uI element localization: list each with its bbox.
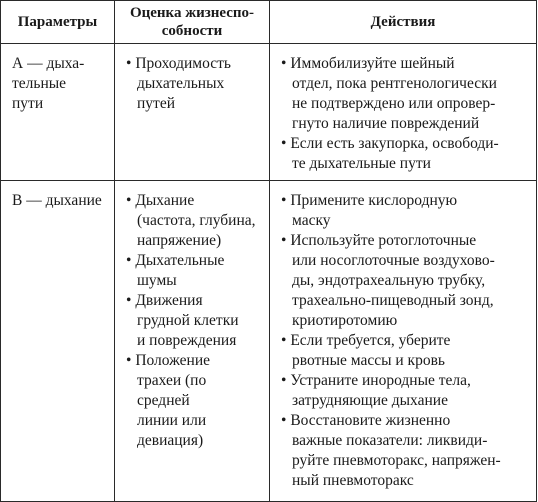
parameter-airway-text: А — дыха- тельные пути bbox=[12, 55, 85, 112]
list-item: • Используйте ротоглоточные или носоглоточные воздухово- ды, эндотрахеальную трубку, трахеально-пищеводный зонд, криотиротомию bbox=[281, 231, 528, 331]
cell-actions-breathing bbox=[270, 181, 537, 502]
table-body bbox=[1, 44, 537, 502]
list-item: • Восстановите жизненно важные показатели: ликвиди- руйте пневмоторакс, напряжен- ный пневмоторакс bbox=[281, 411, 528, 491]
header-assessment-label: Оценка жизнеспо- собности bbox=[129, 5, 255, 39]
assessment-airway-list bbox=[126, 54, 261, 114]
header-parameters-label: Параметры bbox=[17, 14, 98, 30]
parameter-breathing-text: В — дыхание bbox=[12, 192, 102, 209]
list-item: • Проходимость дыхательных путей bbox=[126, 54, 261, 114]
list-item: • Если требуется, уберите рвотные массы и кровь bbox=[281, 331, 528, 371]
header-parameters bbox=[1, 1, 115, 44]
header-assessment bbox=[115, 1, 270, 44]
cell-parameter-airway bbox=[1, 44, 115, 181]
cell-parameter-breathing bbox=[1, 181, 115, 502]
table-row-airway bbox=[1, 44, 537, 181]
table-header bbox=[1, 1, 537, 44]
list-item: • Положение трахеи (по средней линии или девиация) bbox=[126, 351, 261, 451]
table-row-breathing bbox=[1, 181, 537, 502]
list-item: • Иммобилизуйте шейный отдел, пока рентгенологически не подтверждено или опровер- гнуто наличие повреждений bbox=[281, 54, 528, 134]
cell-assessment-breathing bbox=[115, 181, 270, 502]
actions-airway-list bbox=[281, 54, 528, 174]
cell-actions-airway bbox=[270, 44, 537, 181]
list-item: • Дыхательные шумы bbox=[126, 251, 261, 291]
list-item: • Движения грудной клетки и повреждения bbox=[126, 291, 261, 351]
list-item: • Устраните инородные тела, затрудняющие дыхание bbox=[281, 371, 528, 411]
list-item: • Примените кислородную маску bbox=[281, 191, 528, 231]
actions-breathing-list bbox=[281, 191, 528, 491]
header-actions bbox=[270, 1, 537, 44]
assessment-breathing-list bbox=[126, 191, 261, 451]
list-item: • Если есть закупорка, освободи- те дыхательные пути bbox=[281, 134, 528, 174]
list-item: • Дыхание (частота, глубина, напряжение) bbox=[126, 191, 261, 251]
header-row bbox=[1, 1, 537, 44]
cell-assessment-airway bbox=[115, 44, 270, 181]
header-actions-label: Действия bbox=[370, 14, 436, 30]
